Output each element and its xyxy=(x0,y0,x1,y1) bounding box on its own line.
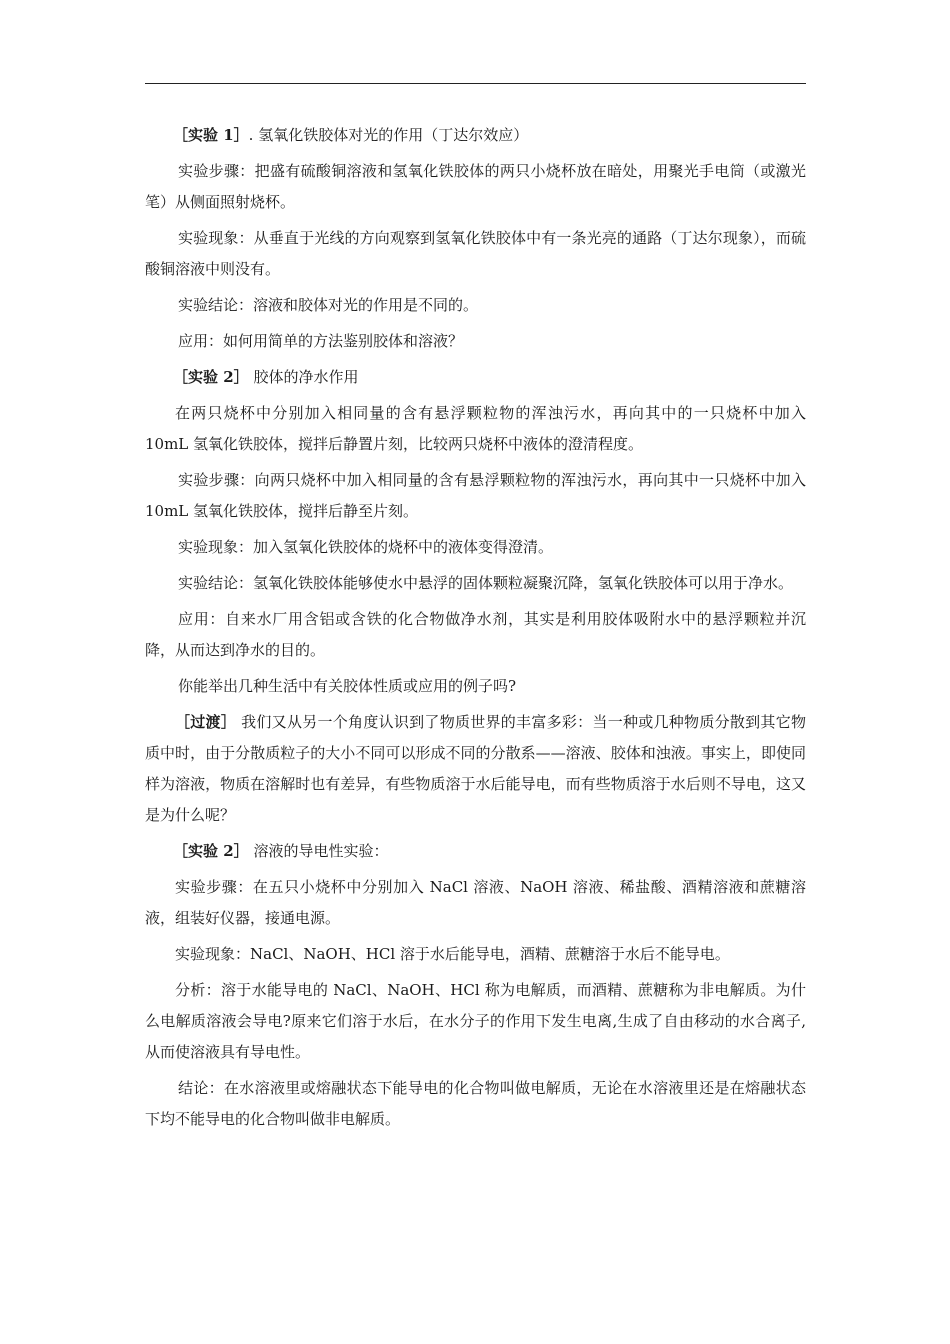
exp3-steps: 实验步骤：在五只小烧杯中分别加入 NaCl 溶液、NaOH 溶液、稀盐酸、酒精溶液和蔗糖溶液，组装好仪器，接通电源。 xyxy=(145,878,806,927)
exp2-tag: ［实验 2］ xyxy=(173,368,249,386)
exp2-steps: 实验步骤：向两只烧杯中加入相同量的含有悬浮颗粒物的浑浊污水，再向其中一只烧杯中加入 10mL 氢氧化铁胶体，搅拌后静至片刻。 xyxy=(145,471,806,520)
exp3-tag: ［实验 2］ xyxy=(173,842,249,860)
exp2-application: 应用：自来水厂用含铝或含铁的化合物做净水剂，其实是利用胶体吸附水中的悬浮颗粒并沉降，从而达到净水的目的。 xyxy=(145,610,806,659)
exp1-application: 应用：如何用简单的方法鉴别胶体和溶液？ xyxy=(178,332,464,350)
exp1-conclusion: 实验结论：溶液和胶体对光的作用是不同的。 xyxy=(178,296,479,314)
exp2-phenomenon: 实验现象：加入氢氧化铁胶体的烧杯中的液体变得澄清。 xyxy=(178,538,554,556)
exp2-question: 你能举出几种生活中有关胶体性质或应用的例子吗? xyxy=(178,677,517,695)
header-rule xyxy=(145,83,806,84)
document-body xyxy=(145,120,806,1140)
exp3-phenomenon: 实验现象：NaCl、NaOH、HCl 溶于水后能导电，酒精、蔗糖溶于水后不能导电。 xyxy=(175,945,730,963)
exp3-heading xyxy=(145,836,806,867)
exp3-title: 溶液的导电性实验： xyxy=(248,842,389,860)
exp1-tag: ［实验 1］ xyxy=(173,126,249,144)
exp2-conclusion: 实验结论：氢氧化铁胶体能够使水中悬浮的固体颗粒凝聚沉降，氢氧化铁胶体可以用于净水。 xyxy=(178,574,794,592)
exp3-analysis: 分析：溶于水能导电的 NaCl、NaOH、HCl 称为电解质，而酒精、蔗糖称为非电解质。为什么电解质溶液会导电?原来它们溶于水后，在水分子的作用下发生电离,生成了自由移动的水合离子,从而使溶液具有导电性。 xyxy=(145,981,806,1061)
exp2-heading xyxy=(145,362,806,393)
exp1-phenomenon: 实验现象：从垂直于光线的方向观察到氢氧化铁胶体中有一条光亮的通路（丁达尔现象），而硫酸铜溶液中则没有。 xyxy=(145,229,806,278)
transition-paragraph xyxy=(145,707,806,831)
exp1-steps: 实验步骤：把盛有硫酸铜溶液和氢氧化铁胶体的两只小烧杯放在暗处，用聚光手电筒（或激光笔）从侧面照射烧杯。 xyxy=(145,162,806,211)
transition-tag: ［过渡］ xyxy=(175,713,237,731)
exp2-intro: 在两只烧杯中分别加入相同量的含有悬浮颗粒物的浑浊污水，再向其中的一只烧杯中加入 10mL 氢氧化铁胶体，搅拌后静置片刻，比较两只烧杯中液体的澄清程度。 xyxy=(145,404,806,453)
transition-text: 我们又从另一个角度认识到了物质世界的丰富多彩：当一种或几种物质分散到其它物质中时，由于分散质粒子的大小不同可以形成不同的分散系——溶液、胶体和浊液。事实上，即使同样为溶液，物质在溶解时也有差异，有些物质溶于水后能导电，而有些物质溶于水后则不导电，这又是为什么呢？ xyxy=(145,713,806,824)
exp1-heading xyxy=(145,120,806,151)
exp1-title: . 氢氧化铁胶体对光的作用（丁达尔效应） xyxy=(248,126,529,144)
exp2-title: 胶体的净水作用 xyxy=(248,368,359,386)
exp3-conclusion: 结论：在水溶液里或熔融状态下能导电的化合物叫做电解质，无论在水溶液里还是在熔融状态下均不能导电的化合物叫做非电解质。 xyxy=(145,1079,806,1128)
